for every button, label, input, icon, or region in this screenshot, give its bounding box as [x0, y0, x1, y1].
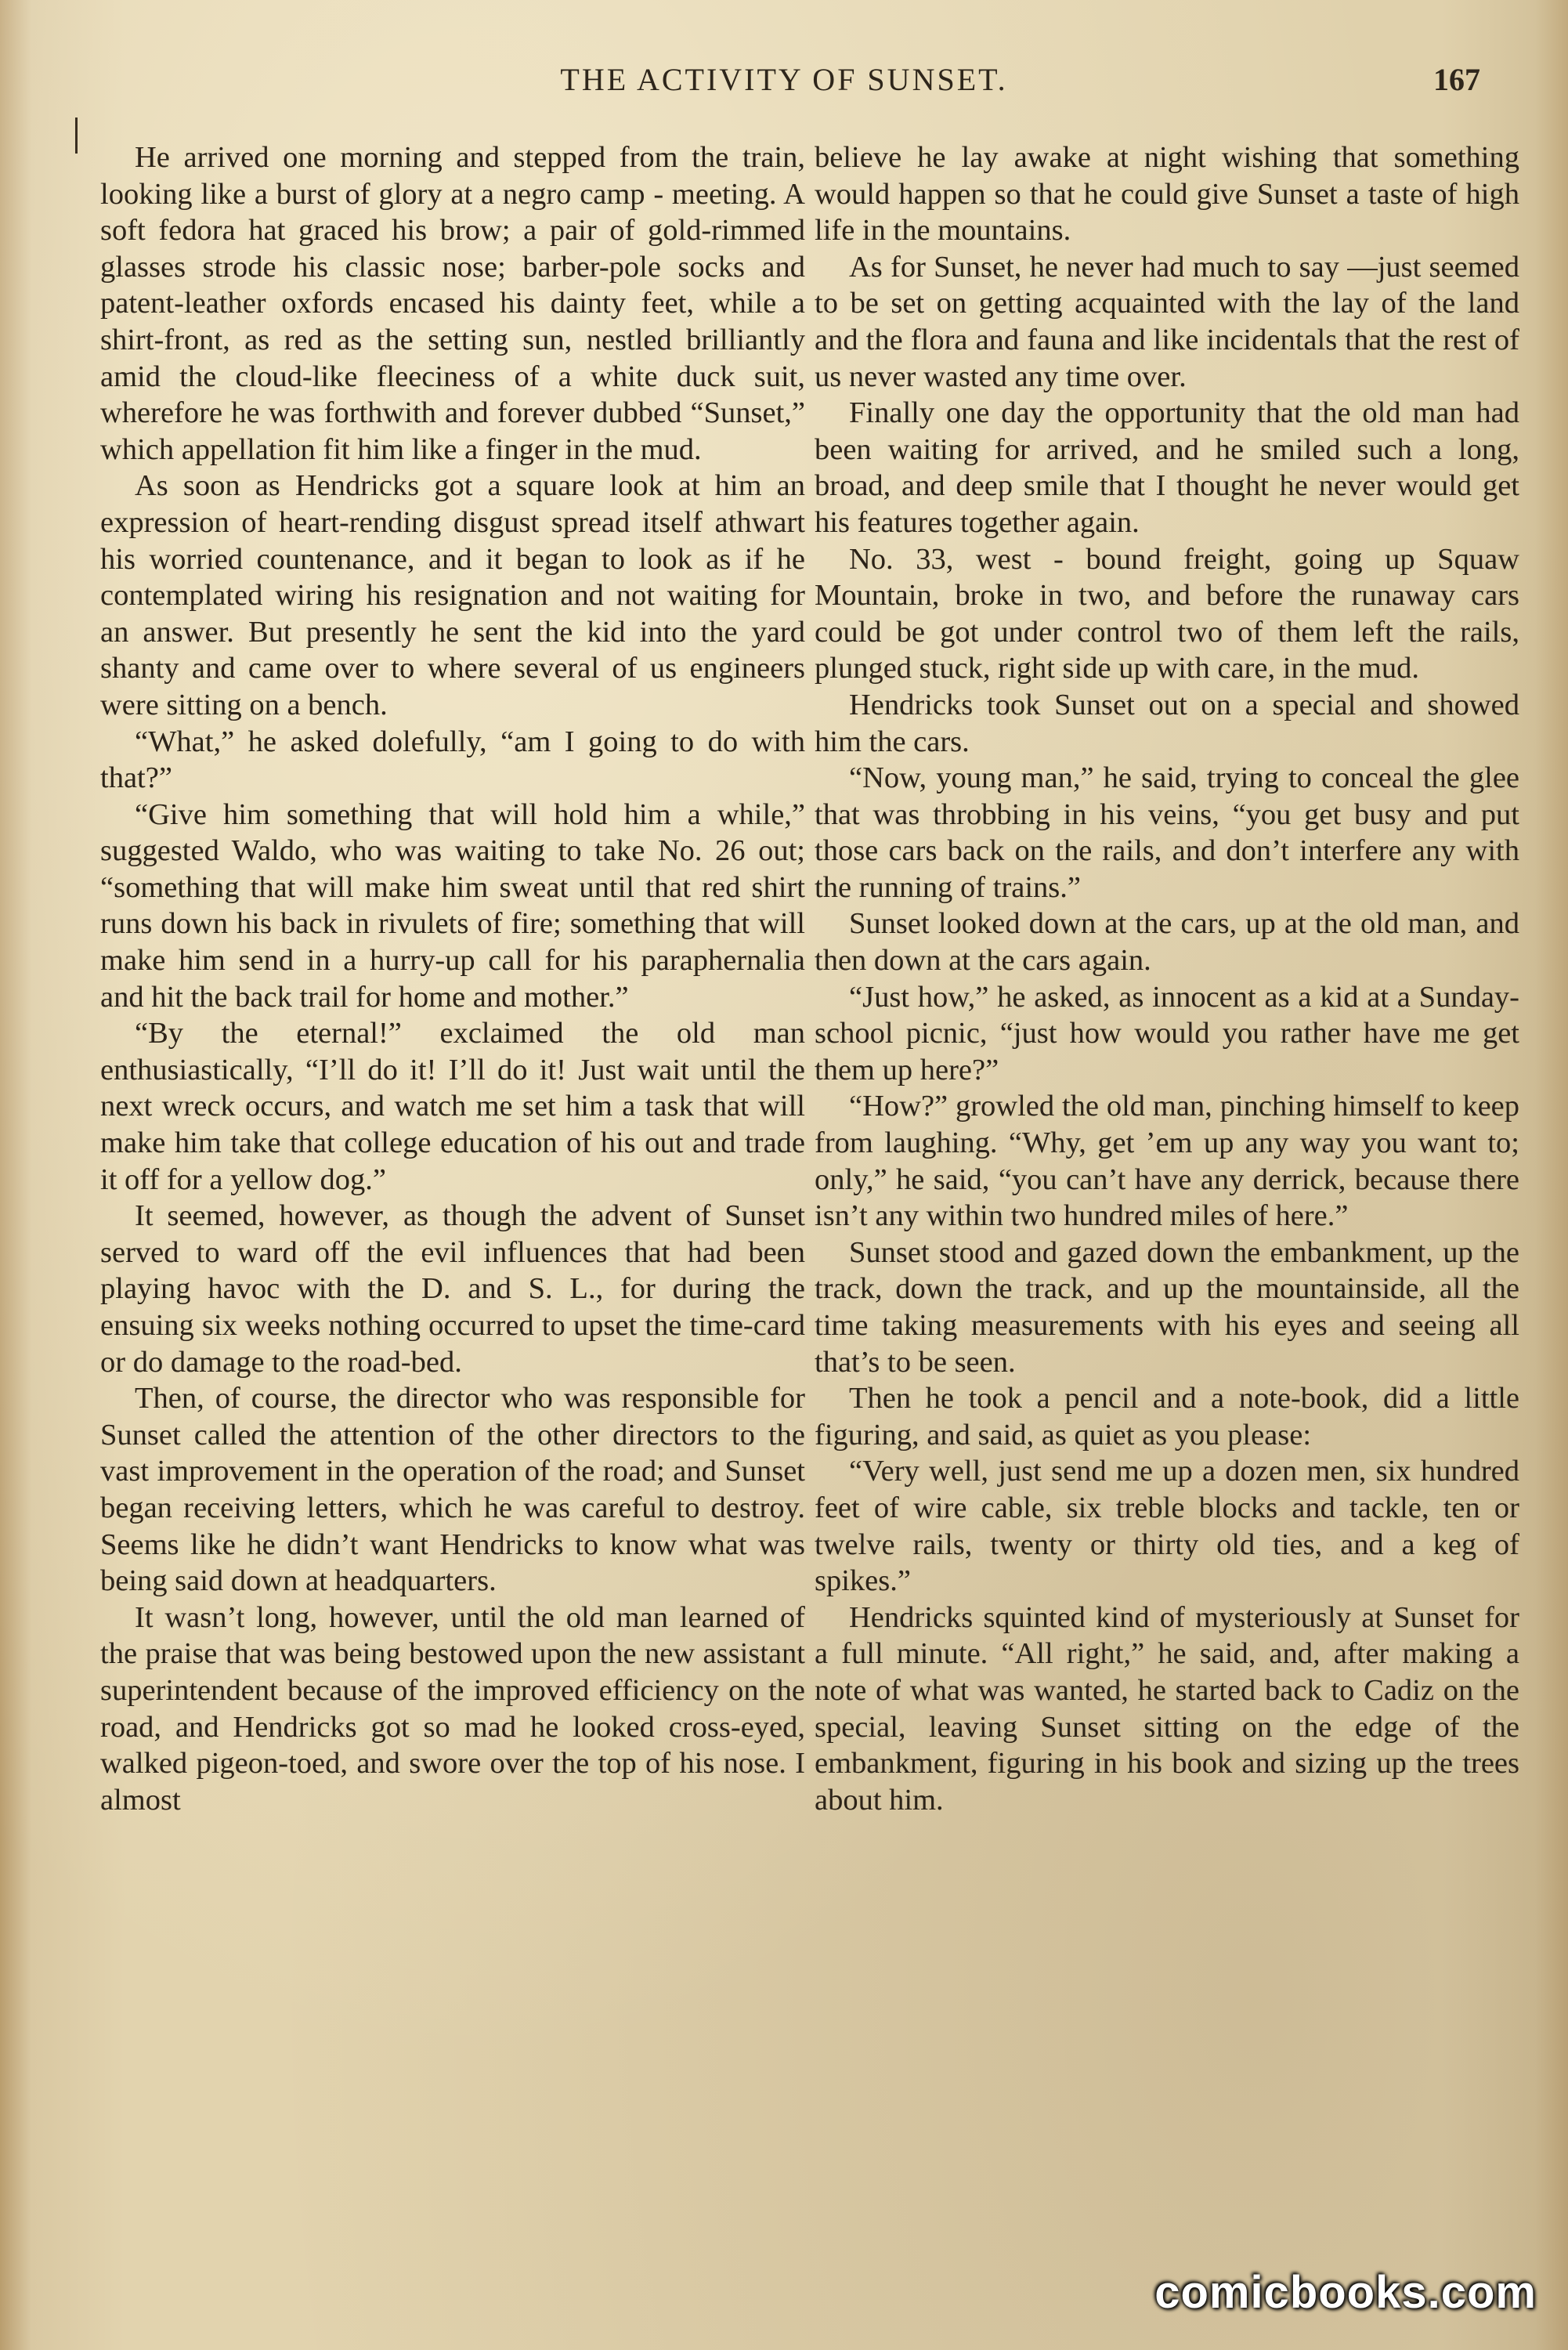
paragraph: Finally one day the opportunity that the old man had been waiting for arrived, and he smiled such a long, broad, and deep smile that I thought he never would get his features together again. [815, 396, 1519, 539]
paragraph: “Just how,” he asked, as innocent as a kid at a Sunday-school picnic, “just how would you rather have me get them up here?” [815, 980, 1519, 1086]
paragraph: Hendricks took Sunset out on a special and showed him the cars. [815, 688, 1519, 758]
running-title: THE ACTIVITY OF SUNSET. [560, 62, 1008, 97]
page-number: 167 [1433, 62, 1480, 97]
paragraph: “Give him something that will hold him a while,” suggested Waldo, who was waiting to take No. 26 out; “something that will make him sweat until that red shirt runs down his back in rivulets of fire; something that will make him send in a hurry-up call for his paraphernalia and hit the back trail for home and mother.” [100, 797, 805, 1014]
paragraph: No. 33, west - bound freight, going up Squaw Mountain, broke in two, and before the runaway cars could be got under control two of them left the rails, plunged stuck, right side up with care, in the mud. [815, 542, 1519, 685]
paragraph: “Now, young man,” he said, trying to conceal the glee that was throbbing in his veins, “you get busy and put those cars back on the rails, and don’t interfere any with the running of trains.” [815, 761, 1519, 904]
watermark-logo: comicbooks.com [1154, 2267, 1537, 2318]
right-column [815, 139, 1519, 1818]
page-header [0, 61, 1568, 116]
paragraph: It seemed, however, as though the advent of Sunset served to ward off the evil influences that had been playing havoc with the D. and S. L., for during the ensuing six weeks nothing occurred to upset the time-card or do damage to the road-bed. [100, 1199, 805, 1379]
paragraph: Then he took a pencil and a note-book, did a little figuring, and said, as quiet as you please: [815, 1382, 1519, 1452]
paragraph: “How?” growled the old man, pinching himself to keep from laughing. “Why, get ’em up any way you want to; only,” he said, “you can’t have any derrick, because there isn’t any within two hundred miles of here.” [815, 1090, 1519, 1233]
paragraph-continuation: believe he lay awake at night wishing that something would happen so that he could give Sunset a taste of high life in the mountains. [815, 141, 1519, 248]
paragraph: “Very well, just send me up a dozen men, six hundred feet of wire cable, six treble blocks and tackle, ten or twelve rails, twenty or thirty old ties, and a keg of spikes.” [815, 1455, 1519, 1598]
paragraph: He arrived one morning and stepped from the train, looking like a burst of glory at a negro camp - meeting. A soft fedora hat graced his brow; a pair of gold-rimmed glasses strode his classic nose; barber-pole socks and patent-leather oxfords encased his dainty feet, while a shirt-front, as red as the setting sun, nestled brilliantly amid the cloud-like fleeciness of a white duck suit, wherefore he was forthwith and forever dubbed “Sunset,” which appellation fit him like a finger in the mud. [100, 141, 805, 466]
paragraph: Then, of course, the director who was responsible for Sunset called the attention of the other directors to the vast improvement in the operation of the road; and Sunset began receiving letters, which he was careful to destroy. Seems like he didn’t want Hendricks to know what was being said down at headquarters. [100, 1382, 805, 1598]
left-column [100, 139, 805, 1818]
margin-mark [75, 118, 78, 154]
paragraph: “What,” he asked dolefully, “am I going to do with that?” [100, 725, 805, 795]
paragraph: Sunset stood and gazed down the embankment, up the track, down the track, and up the mountainside, all the time taking measurements with his eyes and seeing all that’s to be seen. [815, 1235, 1519, 1379]
paragraph: “By the eternal!” exclaimed the old man enthusiastically, “I’ll do it! I’ll do it! Just wait until the next wreck occurs, and watch me set him a task that will make him take that college education of his out and trade it off for a yellow dog.” [100, 1017, 805, 1196]
paragraph: It wasn’t long, however, until the old man learned of the praise that was being bestowed upon the new assistant superintendent because of the improved efficiency on the road, and Hendricks got so mad he looked cross-eyed, walked pigeon-toed, and swore over the top of his nose. I almost [100, 1600, 805, 1817]
paragraph: As for Sunset, he never had much to say —just seemed to be set on getting acquainted with the lay of the land and the flora and fauna and like incidentals that the rest of us never wasted any time over. [815, 250, 1519, 393]
paragraph: Sunset looked down at the cars, up at the old man, and then down at the cars again. [815, 907, 1519, 978]
paragraph: Hendricks squinted kind of mysteriously at Sunset for a full minute. “All right,” he said, and, after making a note of what was wanted, he started back to Cadiz on the special, leaving Sunset sitting on the edge of the embankment, figuring in his book and sizing up the trees about him. [815, 1600, 1519, 1817]
paragraph: As soon as Hendricks got a square look at him an expression of heart-rending disgust spread itself athwart his worried countenance, and it began to look as if he contemplated wiring his resignation and not waiting for an answer. But presently he sent the kid into the yard shanty and came over to where several of us engineers were sitting on a bench. [100, 469, 805, 721]
